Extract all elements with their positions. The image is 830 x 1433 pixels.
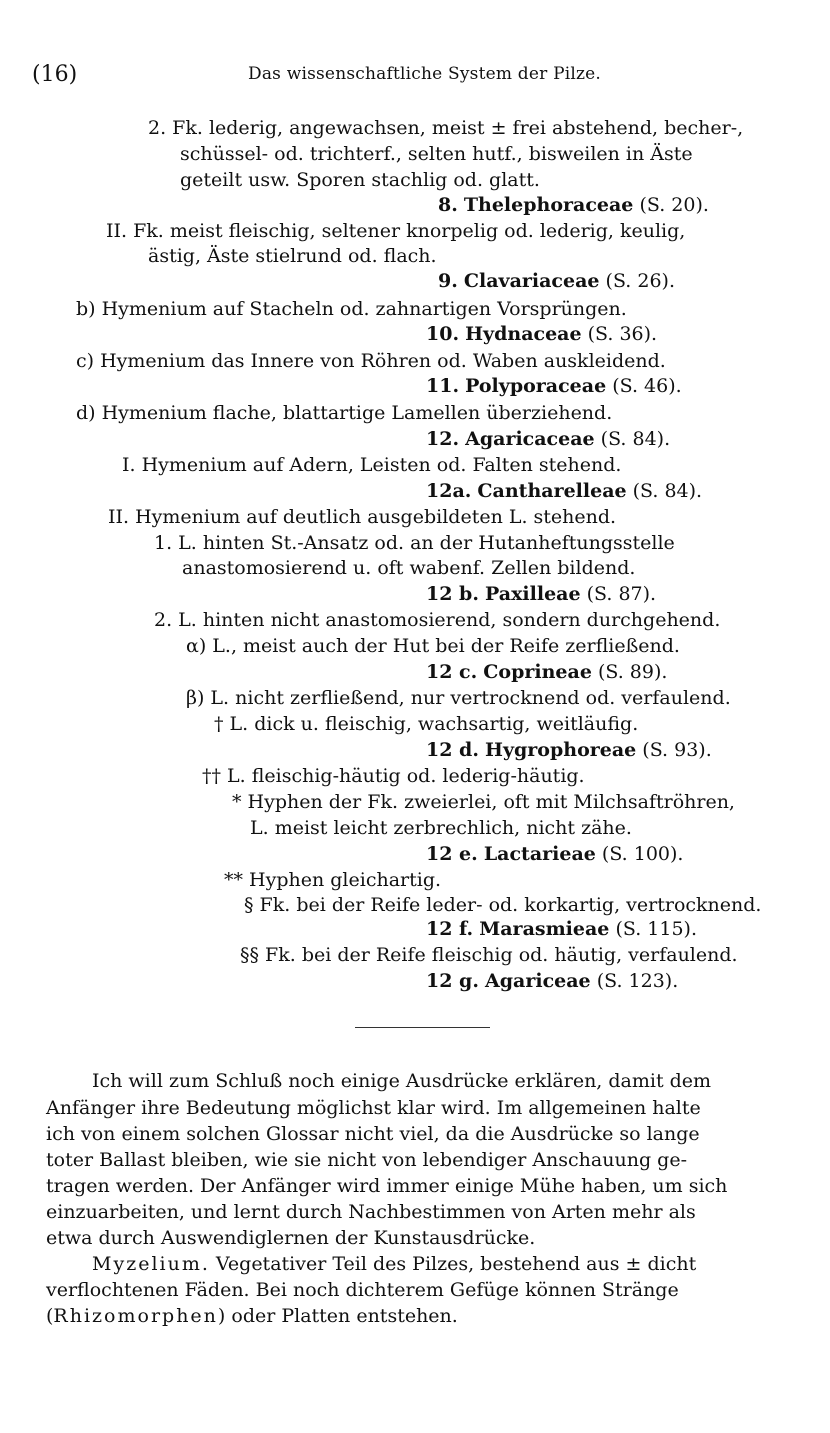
key-line: ästig, Äste stielrund od. flach. [148,245,437,267]
key-line: †† L. fleischig-häutig od. lederig-häutig. [202,765,585,787]
key-line: 2. L. hinten nicht anastomosierend, sondern durchgehend. [154,609,721,631]
taxon-name: Marasmieae [479,918,610,940]
key-line: anastomosierend u. oft wabenf. Zellen bildend. [182,557,636,579]
key-line: 1. L. hinten St.-Ansatz od. an der Hutanheftungsstelle [154,532,675,554]
taxon-page-ref: (S. 89). [597,661,668,683]
taxon-number: 8. [438,194,458,216]
taxon-entry [426,322,657,346]
taxon-name: Coprineae [483,661,592,683]
taxon-entry [426,582,656,606]
key-line: β) L. nicht zerfließend, nur vertrocknend od. verfaulend. [186,687,731,709]
taxon-entry [426,427,670,451]
glossary-definition: ) oder Platten entstehen. [217,1305,458,1327]
taxon-number: 12 e. [426,843,478,865]
taxon-name: Polyporaceae [465,375,607,397]
taxon-entry [426,917,697,941]
body-line: einzuarbeiten, und lernt durch Nachbestimmen von Arten mehr als [46,1201,696,1223]
taxon-entry [426,969,678,993]
taxon-page-ref: (S. 46). [612,375,682,397]
taxon-name: Cantharelleae [477,480,627,502]
key-line: † L. dick u. fleischig, wachsartig, weitläufig. [214,713,639,735]
taxon-entry [426,842,683,866]
body-line: toter Ballast bleiben, wie sie nicht von lebendiger Anschauung ge- [46,1149,687,1171]
glossary-entry-line [92,1252,696,1276]
glossary-term: Rhizomorphen [53,1305,218,1327]
key-line: II. Hymenium auf deutlich ausgebildeten L. stehend. [108,506,617,528]
taxon-entry [426,374,682,398]
taxon-number: 11. [426,375,460,397]
section-divider [355,1027,490,1028]
taxon-name: Agaricaceae [465,428,595,450]
body-line: etwa durch Auswendiglernen der Kunstausdrücke. [46,1227,536,1249]
taxon-number: 12 f. [426,918,474,940]
body-line [46,1304,458,1328]
taxon-name: Lactarieae [483,843,596,865]
taxon-number: 12 c. [426,661,478,683]
running-title: Das wissenschaftliche System der Pilze. [248,64,601,84]
body-line: Anfänger ihre Bedeutung möglichst klar wird. Im allgemeinen halte [46,1097,701,1119]
taxon-page-ref: (S. 36). [587,323,658,345]
taxon-number: 12 b. [426,583,479,605]
taxon-page-ref: (S. 115). [615,918,697,940]
taxon-page-ref: (S. 26). [605,270,676,292]
key-line: b) Hymenium auf Stacheln od. zahnartigen Vorsprüngen. [76,298,627,320]
taxon-page-ref: (S. 20). [639,194,709,216]
taxon-number: 12 d. [426,739,479,761]
taxon-name: Thelephoraceae [463,194,634,216]
taxon-name: Paxilleae [485,583,581,605]
body-line: Ich will zum Schluß noch einige Ausdrücke erklären, damit dem [92,1070,712,1092]
key-line: * Hyphen der Fk. zweierlei, oft mit Milchsaftröhren, [232,791,735,813]
glossary-term: Myzelium. [92,1253,210,1275]
taxon-entry [426,660,667,684]
page-header [32,62,812,92]
taxon-entry [438,269,675,293]
body-line: tragen werden. Der Anfänger wird immer einige Mühe haben, um sich [46,1175,728,1197]
key-line: d) Hymenium flache, blattartige Lamellen überziehend. [76,402,613,424]
taxon-number: 9. [438,270,458,292]
key-line: schüssel- od. trichterf., selten hutf., bisweilen in Äste [180,143,693,165]
key-line: c) Hymenium das Innere von Röhren od. Waben auskleidend. [76,350,666,372]
taxon-number: 12a. [426,480,472,502]
taxon-number: 12. [426,428,460,450]
key-line: ** Hyphen gleichartig. [224,869,442,891]
taxon-name: Hygrophoreae [485,739,637,761]
taxon-name: Agariceae [485,970,591,992]
key-line: II. Fk. meist fleischig, seltener knorpelig od. lederig, keulig, [106,220,686,242]
key-line: § Fk. bei der Reife leder- od. korkartig, vertrocknend. [244,894,762,916]
key-line: I. Hymenium auf Adern, Leisten od. Falten stehend. [122,454,622,476]
taxon-entry [438,193,709,217]
taxon-page-ref: (S. 123). [596,970,679,992]
body-line: verflochtenen Fäden. Bei noch dichterem Gefüge können Stränge [46,1279,679,1301]
taxon-number: 10. [426,323,460,345]
taxon-entry [426,479,702,503]
page-number: (16) [32,62,78,87]
taxon-page-ref: (S. 100). [601,843,684,865]
key-line: α) L., meist auch der Hut bei der Reife zerfließend. [186,635,680,657]
body-line: ich von einem solchen Glossar nicht viel, da die Ausdrücke so lange [46,1123,700,1145]
paren-open: ( [46,1305,54,1327]
taxon-entry [426,738,712,762]
taxon-page-ref: (S. 84). [632,480,703,502]
taxon-name: Hydnaceae [465,323,582,345]
glossary-definition: Vegetativer Teil des Pilzes, bestehend aus ± dicht [209,1253,697,1275]
taxon-page-ref: (S. 87). [586,583,657,605]
key-line: geteilt usw. Sporen stachlig od. glatt. [180,169,540,191]
key-line: L. meist leicht zerbrechlich, nicht zähe. [250,817,632,839]
taxon-name: Clavariaceae [463,270,600,292]
taxon-page-ref: (S. 84). [600,428,671,450]
taxon-page-ref: (S. 93). [642,739,712,761]
key-line: §§ Fk. bei der Reife fleischig od. häutig, verfaulend. [240,944,738,966]
taxon-number: 12 g. [426,970,479,992]
key-line: 2. Fk. lederig, angewachsen, meist ± frei abstehend, becher-, [148,117,744,139]
